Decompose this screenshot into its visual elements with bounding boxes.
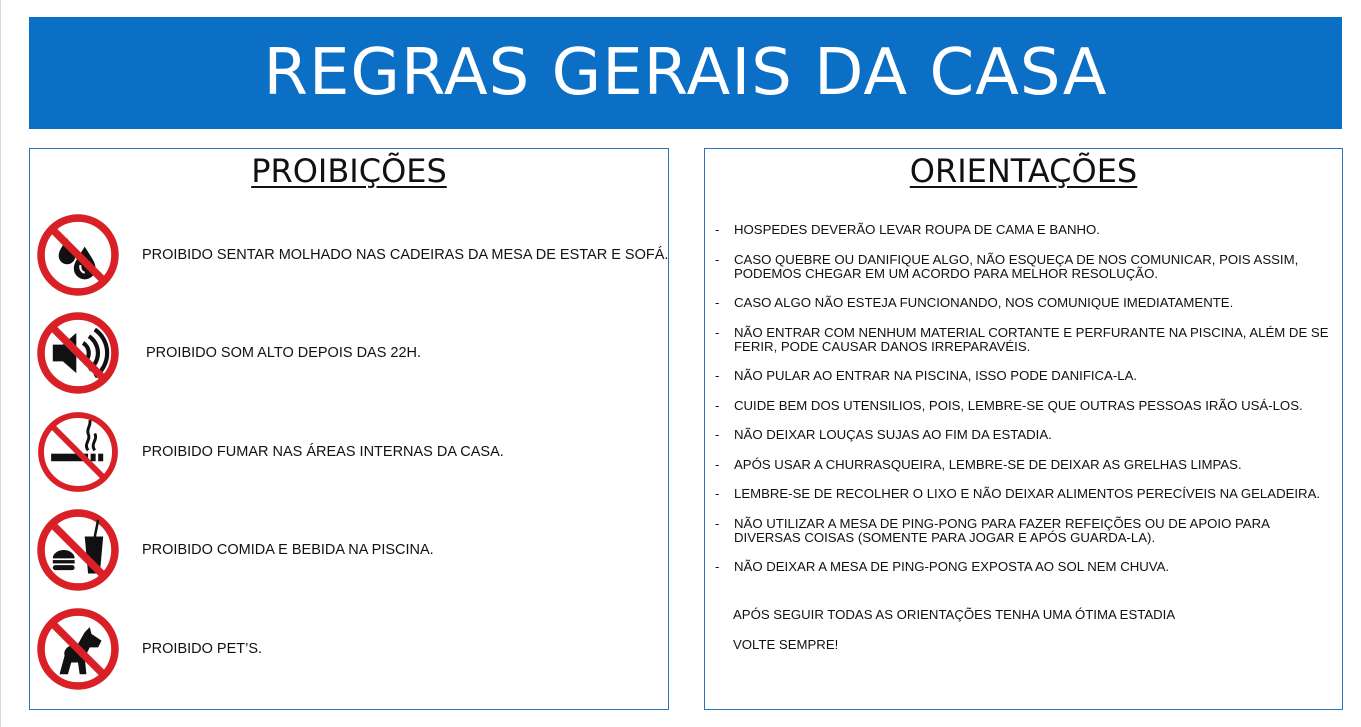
prohibition-item-wet <box>30 209 668 301</box>
prohibition-item-sound <box>30 307 668 399</box>
prohibitions-panel <box>29 148 669 710</box>
guideline-item: - NÃO UTILIZAR A MESA DE PING-PONG PARA FAZER REFEIÇÕES OU DE APOIO PARA DIVERSAS COISAS (SOMENTE PARA JOGAR E APÓS GUARDA-LA). <box>715 517 1335 545</box>
guideline-item: - LEMBRE-SE DE RECOLHER O LIXO E NÃO DEIXAR ALIMENTOS PERECÍVEIS NA GELADEIRA. <box>715 487 1335 501</box>
farewell-message: VOLTE SEMPRE! <box>733 637 839 652</box>
prohibition-text: PROIBIDO PET’S. <box>142 641 263 657</box>
guideline-item: - APÓS USAR A CHURRASQUEIRA, LEMBRE-SE DE DEIXAR AS GRELHAS LIMPAS. <box>715 458 1335 472</box>
guideline-item: - CUIDE BEM DOS UTENSILIOS, POIS, LEMBRE-SE QUE OUTRAS PESSOAS IRÃO USÁ-LOS. <box>715 399 1335 413</box>
guideline-item: - NÃO PULAR AO ENTRAR NA PISCINA, ISSO PODE DANIFICA-LA. <box>715 369 1335 383</box>
guidelines-list <box>715 223 1335 590</box>
prohibition-text: PROIBIDO SOM ALTO DEPOIS DAS 22H. <box>146 345 422 361</box>
guidelines-heading: ORIENTAÇÕES <box>909 152 1138 190</box>
title-banner <box>29 17 1342 129</box>
no-wet-icon <box>36 213 120 297</box>
page-title: REGRAS GERAIS DA CASA <box>263 36 1108 110</box>
prohibition-item-pets <box>30 603 668 695</box>
prohibition-text: PROIBIDO FUMAR NAS ÁREAS INTERNAS DA CASA. <box>142 444 504 460</box>
guidelines-panel <box>704 148 1343 710</box>
no-food-drink-icon <box>36 508 120 592</box>
no-smoking-icon <box>36 410 120 494</box>
guideline-item: - NÃO DEIXAR A MESA DE PING-PONG EXPOSTA AO SOL NEM CHUVA. <box>715 560 1335 574</box>
prohibition-text: PROIBIDO COMIDA E BEBIDA NA PISCINA. <box>142 542 434 558</box>
guideline-item: - CASO ALGO NÃO ESTEJA FUNCIONANDO, NOS COMUNIQUE IMEDIATAMENTE. <box>715 296 1335 310</box>
prohibition-item-smoking <box>30 406 668 498</box>
guideline-item: - NÃO ENTRAR COM NENHUM MATERIAL CORTANTE E PERFURANTE NA PISCINA, ALÉM DE SE FERIR, PODE CAUSAR DANOS IRREPARAVÉIS. <box>715 326 1335 354</box>
prohibitions-heading: PROIBIÇÕES <box>251 152 447 190</box>
guideline-item: - CASO QUEBRE OU DANIFIQUE ALGO, NÃO ESQUEÇA DE NOS COMUNICAR, POIS ASSIM, PODEMOS CHEGAR EM UM ACORDO PARA MELHOR RESOLUÇÃO. <box>715 253 1335 281</box>
prohibition-text: PROIBIDO SENTAR MOLHADO NAS CADEIRAS DA MESA DE ESTAR E SOFÁ. <box>142 247 669 263</box>
prohibition-item-food <box>30 504 668 596</box>
no-pets-icon <box>36 607 120 691</box>
guideline-item: - HOSPEDES DEVERÃO LEVAR ROUPA DE CAMA E BANHO. <box>715 223 1335 237</box>
guideline-item: - NÃO DEIXAR LOUÇAS SUJAS AO FIM DA ESTADIA. <box>715 428 1335 442</box>
no-loud-sound-icon <box>36 311 120 395</box>
closing-message: APÓS SEGUIR TODAS AS ORIENTAÇÕES TENHA UMA ÓTIMA ESTADIA <box>733 607 1176 622</box>
